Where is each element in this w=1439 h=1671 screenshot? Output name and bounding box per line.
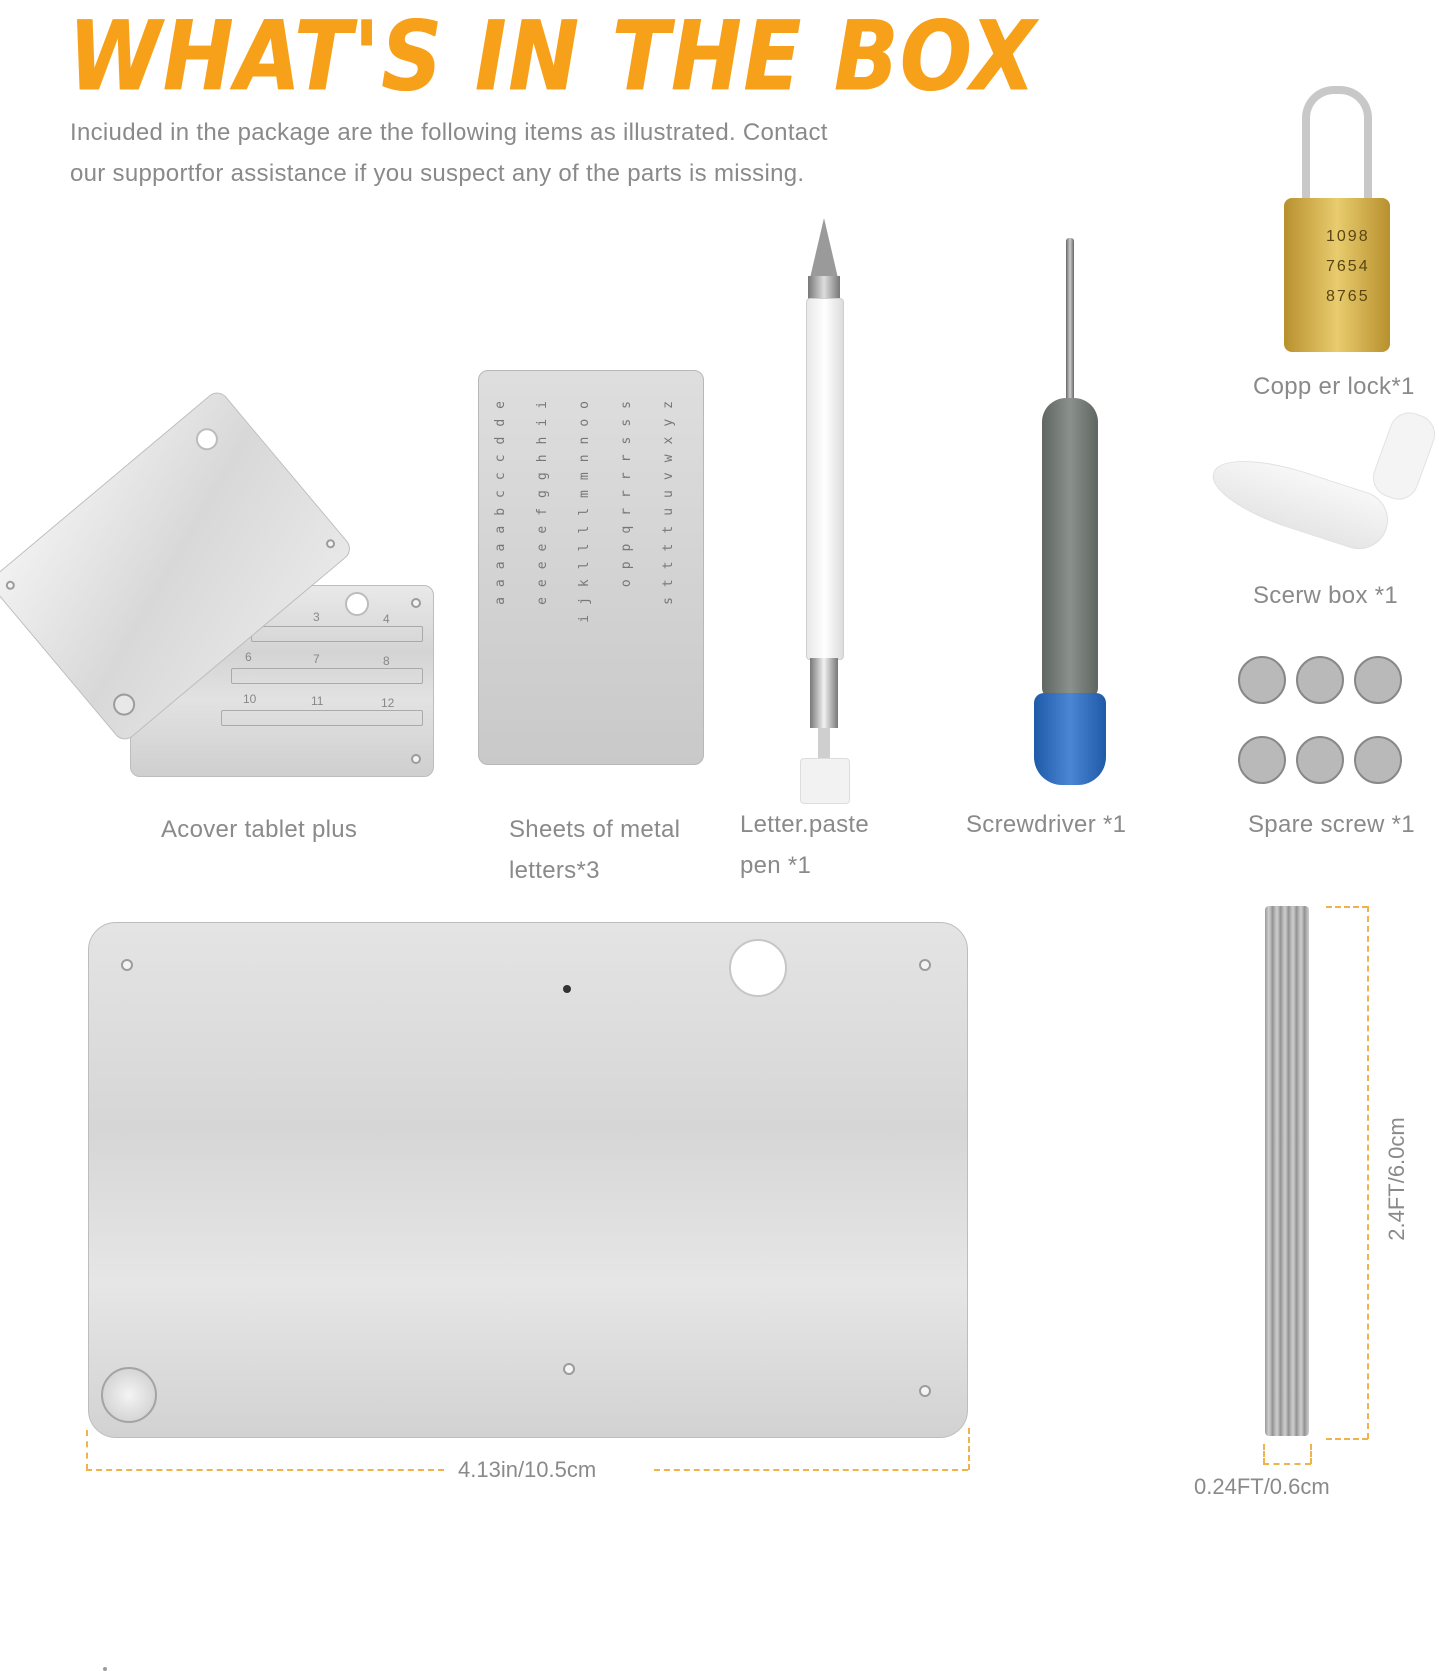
plate-number-3: 3 <box>313 610 320 624</box>
plate-number-10: 10 <box>243 692 257 706</box>
screw-icon <box>1238 656 1286 704</box>
width-dimension: 4.13in/10.5cm <box>458 1457 597 1482</box>
large-plate-image <box>88 922 968 1438</box>
height-dimension: 2.4FT/6.0cm <box>1384 1117 1409 1241</box>
screw-icon <box>1354 656 1402 704</box>
page-title: WHAT'S IN THE BOX <box>68 0 1037 113</box>
screw-icon <box>1296 656 1344 704</box>
letter-column-2: eeeeefgghhii <box>535 391 550 605</box>
letter-column-5: sttttuuvwxyz <box>661 391 676 605</box>
plate-number-12: 12 <box>381 696 395 710</box>
plate-number-6: 6 <box>245 650 252 664</box>
lock-dial-1: 1098 <box>1326 228 1370 245</box>
sheets-label-line1: Sheets of metal <box>509 816 681 843</box>
copper-lock-image <box>1284 86 1396 356</box>
tablet-label: Acover tablet plus <box>161 816 358 843</box>
plate-number-4: 4 <box>383 612 390 626</box>
screw-box-label: Scerw box *1 <box>1253 582 1398 609</box>
thickness-dimension: 0.24FT/0.6cm <box>1194 1474 1330 1499</box>
spare-screw-label: Spare screw *1 <box>1248 811 1415 838</box>
screw-icon <box>1354 736 1402 784</box>
lock-dial-2: 7654 <box>1326 258 1370 275</box>
plate-number-7: 7 <box>313 652 320 666</box>
letter-column-1: aaaaabcccdde <box>493 391 508 605</box>
side-profile-image <box>1265 906 1309 1436</box>
tablet-plus-image <box>0 400 440 780</box>
screwdriver-label: Screwdriver *1 <box>966 811 1127 838</box>
screw-icon <box>1238 736 1286 784</box>
sheets-label-line2: letters*3 <box>509 857 600 884</box>
plate-number-8: 8 <box>383 654 390 668</box>
screw-box-image <box>1205 408 1437 572</box>
lock-dial-3: 8765 <box>1326 288 1370 305</box>
plate-knob <box>103 1667 107 1671</box>
screw-icon <box>1296 736 1344 784</box>
metal-letters-sheet-image <box>478 370 704 765</box>
spare-screws-image <box>1238 656 1408 796</box>
pen-label-line2: pen *1 <box>740 852 812 879</box>
intro-line-2: our supportfor assistance if you suspect any of the parts is missing. <box>70 160 805 187</box>
letter-column-4: oppqrrrrsss <box>619 391 634 588</box>
sheets-label <box>509 809 680 891</box>
letter-paste-pen-image <box>796 218 866 808</box>
intro-text <box>70 112 970 194</box>
plate-number-11: 11 <box>311 694 324 708</box>
lock-label: Copp er lock*1 <box>1253 373 1415 400</box>
pen-label <box>740 804 869 886</box>
letter-column-3: ijkllllmmnnoo <box>577 391 592 623</box>
screwdriver-image <box>1030 238 1110 790</box>
intro-line-1: Inciuded in the package are the following items as illustrated. Contact <box>70 119 828 146</box>
pen-label-line1: Letter.paste <box>740 811 870 838</box>
plate-hole <box>729 939 787 997</box>
